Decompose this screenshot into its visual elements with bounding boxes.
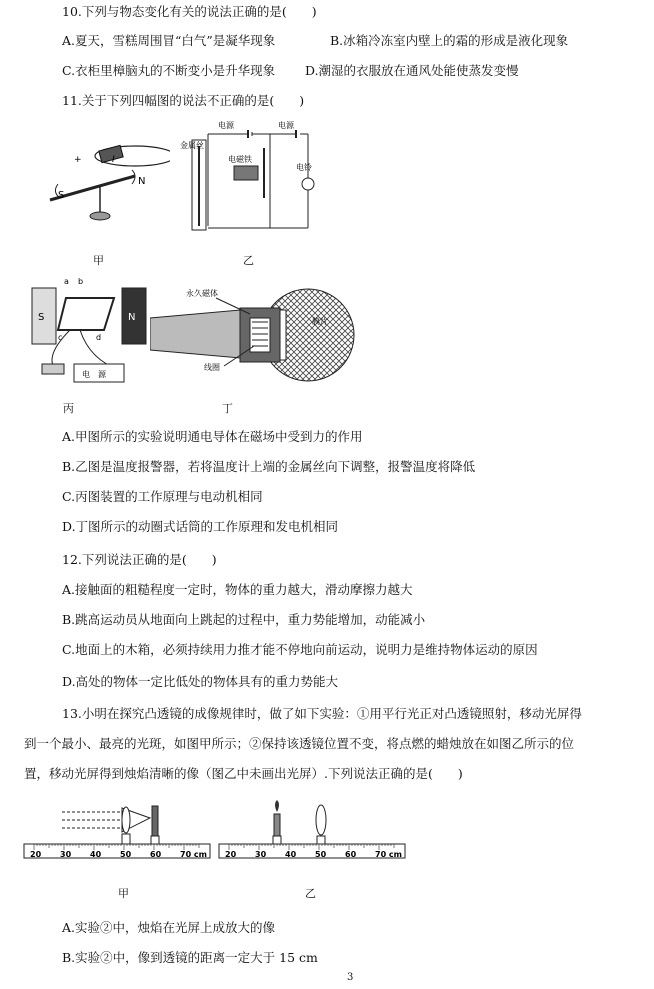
q11-ding-caption: 丁 — [222, 402, 233, 415]
q11-jia-i-label: I — [112, 155, 115, 165]
q11-bing-n-label: N — [128, 312, 136, 323]
q13-stem-line2: 到一个最小、最亮的光斑，如图甲所示；②保持该透镜位置不变，将点燃的蜡烛放在如图乙所示的位 — [24, 736, 575, 751]
page-number: 3 — [347, 972, 354, 983]
q13-jia-tick-label: 60 — [150, 850, 162, 859]
q11-bing-b-label: b — [78, 277, 84, 286]
q11-option-a: A.甲图所示的实验说明通电导体在磁场中受到力的作用 — [62, 429, 363, 444]
q13-stem-line3: 置，移动光屏得到烛焰清晰的像（图乙中未画出光屏）.下列说法正确的是( ) — [24, 766, 463, 781]
q13-yi-tick-label: 60 — [345, 850, 357, 859]
q11-yi-wire-label: 金属丝 — [180, 141, 204, 150]
q11-bing-d-label: d — [96, 333, 102, 342]
q13-yi-tick-label: 50 — [315, 850, 327, 859]
q12-option-d: D.高处的物体一定比低处的物体具有的重力势能大 — [62, 674, 339, 689]
q11-ding-magnet-label: 永久磁体 — [186, 289, 218, 298]
q13-figure-yi — [217, 800, 407, 870]
q13-jia-tick-label: 70 cm — [180, 850, 207, 859]
q13-stem-line1: 13.小明在探究凸透镜的成像规律时，做了如下实验：①用平行光正对凸透镜照射，移动光屏得 — [62, 706, 582, 721]
q10-option-d: D.潮湿的衣服放在通风处能使蒸发变慢 — [305, 63, 519, 78]
q11-yi-power1-label: 电源 — [218, 121, 234, 130]
svg-text:+: + — [74, 155, 82, 165]
q12-option-c: C.地面上的木箱，必须持续用力推才能不停地向前运动，说明力是维持物体运动的原因 — [62, 642, 538, 657]
q13-yi-caption: 乙 — [305, 887, 316, 900]
q11-bing-s-label: S — [38, 312, 45, 323]
q11-bing-a-label: a — [64, 277, 69, 286]
q10-option-a: A.夏天，雪糕周围冒“白气”是凝华现象 — [62, 33, 276, 48]
q11-jia-s-label: S — [58, 190, 65, 201]
q13-jia-tick-label: 20 — [30, 850, 42, 859]
q11-stem: 11.关于下列四幅图的说法不正确的是( ) — [62, 93, 305, 108]
q11-bing-power-label: 电 源 — [82, 370, 106, 379]
q13-option-a: A.实验②中，烛焰在光屏上成放大的像 — [62, 920, 276, 935]
q11-figure-yi — [178, 118, 328, 238]
q13-jia-tick-label: 40 — [90, 850, 102, 859]
q11-bing-c-label: c — [58, 333, 63, 342]
q11-ding-diaphragm-label: 膜片 — [312, 317, 328, 326]
q13-jia-tick-label: 50 — [120, 850, 132, 859]
q13-jia-caption: 甲 — [118, 887, 129, 900]
q11-figure-bing — [22, 268, 152, 393]
q11-yi-caption: 乙 — [243, 254, 254, 267]
q11-option-c: C.丙图装置的工作原理与电动机相同 — [62, 489, 263, 504]
q11-jia-n-label: N — [138, 176, 146, 187]
q11-jia-caption: 甲 — [93, 254, 104, 267]
q11-bing-caption: 丙 — [63, 402, 74, 415]
q10-option-b: B.冰箱冷冻室内壁上的霜的形成是液化现象 — [330, 33, 569, 48]
q11-option-d: D.丁图所示的动圈式话筒的工作原理和发电机相同 — [62, 519, 339, 534]
q13-yi-tick-label: 20 — [225, 850, 237, 859]
q12-stem: 12.下列说法正确的是( ) — [62, 552, 217, 567]
q11-figure-ding — [150, 280, 355, 395]
q11-ding-coil-label: 线圈 — [204, 363, 220, 372]
q12-option-a: A.接触面的粗糙程度一定时，物体的重力越大，滑动摩擦力越大 — [62, 582, 413, 597]
q13-option-b: B.实验②中，像到透镜的距离一定大于 15 cm — [62, 950, 318, 965]
q11-yi-power2-label: 电源 — [278, 121, 294, 130]
q11-figure-jia — [40, 128, 170, 228]
q12-option-b: B.跳高运动员从地面向上跳起的过程中，重力势能增加，动能减小 — [62, 612, 426, 627]
q13-figure-jia — [22, 800, 212, 870]
q11-option-b: B.乙图是温度报警器，若将温度计上端的金属丝向下调整，报警温度将降低 — [62, 459, 476, 474]
q13-yi-tick-label: 30 — [255, 850, 267, 859]
q13-yi-tick-label: 70 cm — [375, 850, 402, 859]
q11-yi-bell-label: 电铃 — [296, 163, 312, 172]
q11-yi-magnet-label: 电磁铁 — [228, 155, 252, 164]
q13-jia-tick-label: 30 — [60, 850, 72, 859]
q10-stem: 10.下列与物态变化有关的说法正确的是( ) — [62, 4, 317, 19]
q10-option-c: C.衣柜里樟脑丸的不断变小是升华现象 — [62, 63, 276, 78]
q13-yi-tick-label: 40 — [285, 850, 297, 859]
